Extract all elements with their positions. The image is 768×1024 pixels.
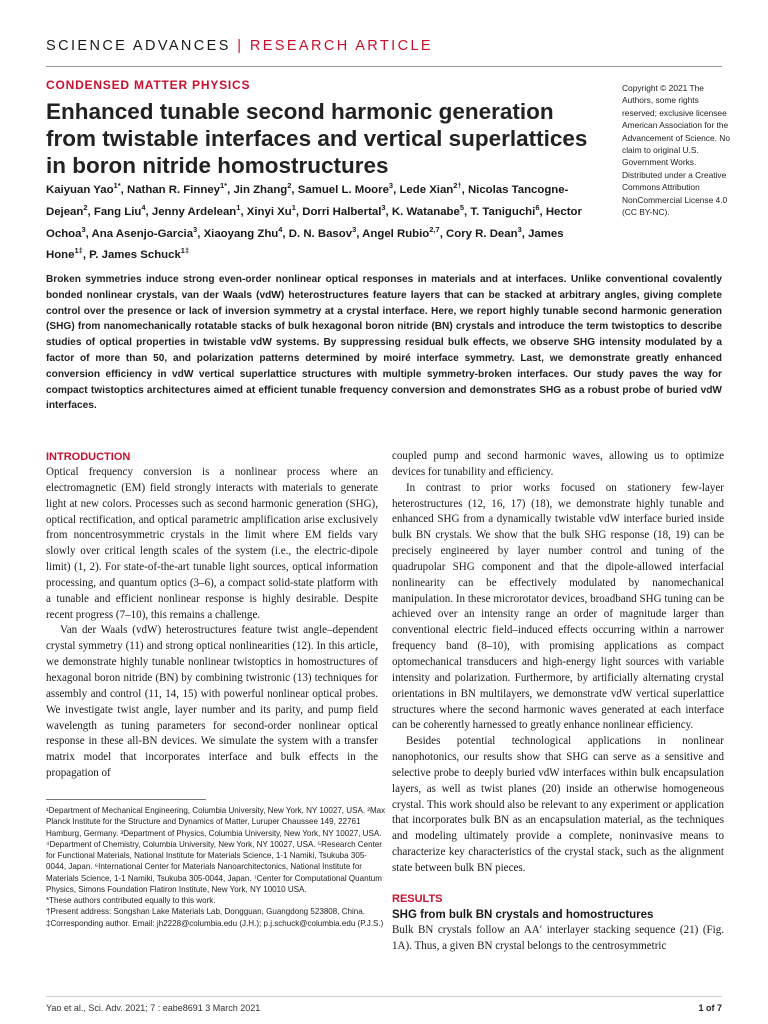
footer-rule [46,996,722,997]
paragraph: Bulk BN crystals follow an AA′ interlayer stacking sequence (21) (Fig. 1A). Thus, a given BN crystal belongs to the centrosymmetric [392,923,724,952]
corresponding-author-note: ‡Corresponding author. Email: jh2228@columbia.edu (J.H.); p.j.schuck@columbia.edu (P.J.S.) [46,918,384,928]
author-name: Ana Asenjo-Garcia [91,227,194,240]
header-rule [46,66,722,67]
author-name: P. James Schuck [89,249,181,262]
footer-citation: Yao et al., Sci. Adv. 2021; 7 : eabe8691 3 March 2021 [46,1003,261,1013]
author-name: Fang Liu [93,205,142,218]
footnote-rule [46,799,206,800]
author-name: Nicolas Tancogne-Dejean [46,183,569,218]
author-affiliation-mark: 3 [388,181,394,190]
author-name: James Hone [46,227,564,262]
author-name: Kaiyuan Yao [46,183,114,196]
author-affiliation-mark: 3 [193,224,198,234]
author-affiliation-mark: 4 [141,202,146,212]
author-name: Jenny Ardelean [151,205,237,218]
author-affiliation-mark: 4 [278,224,283,234]
author-name: Hector Ochoa [46,205,582,240]
results-subheading: SHG from bulk BN crystals and homostructures [392,908,654,921]
section-label: CONDENSED MATTER PHYSICS [46,78,251,92]
author-name: Dorri Halbertal [302,205,382,218]
author-name: T. Taniguchi [470,205,536,218]
author-name: Cory R. Dean [446,227,518,240]
author-name: Jin Zhang [233,183,288,196]
author-affiliation-mark: 1* [113,181,121,190]
copyright-notice: Copyright © 2021 The Authors, some rights reserved; exclusive licensee American Association for the Advancement of Science. No claim to original U.S. Government Works. Distributed under a Creative Commons Attribution NonCommercial License 4.0 (CC BY-NC). [622,83,731,218]
author-affiliation-mark: 2 [287,181,292,190]
right-column [392,449,724,954]
article-type: RESEARCH ARTICLE [249,38,434,54]
equal-contribution-note: *These authors contributed equally to this work. [46,896,216,905]
author-affiliation-mark: 1‡ [180,246,190,256]
author-affiliation-mark: 2 [83,202,88,212]
paragraph: Van der Waals (vdW) heterostructures feature twist angle–dependent crystal symmetry (11) and strong optical nonlinearities (12). In this article, we demonstrate highly tunable nonlinear twistoptics in homostructures of hexagonal boron nitride (BN) by combining twistronic (13) techniques for assembly and control (11, 14, 15) with powerful nonlinear optical probes. We investigate twist angle, layer number and its parity, and pump field wavelength as tuning parameters for second-order nonlinear optical response in these all-BN devices. We simulate the system with a transfer matrix model that incorporates interface and bulk effects in the propagation of [46,624,378,780]
author-name: Lede Xian [399,183,454,196]
affiliations [46,805,386,929]
author-affiliation-mark: 3 [381,202,386,212]
author-name: D. N. Basov [288,227,353,240]
results-heading: RESULTS [392,892,443,905]
author-affiliation-mark: 1* [220,181,228,190]
journal-header [46,38,433,54]
author-affiliation-mark: 2,7 [429,224,440,234]
author-name: K. Watanabe [391,205,460,218]
author-affiliation-mark: 3 [352,224,357,234]
author-list: Kaiyuan Yao$^{1*}$, Nathan R. Finney$^{1*}$, Jin Zhang$^2$, Samuel L. Moore$^3$, Lede Xian$^{2\dagger}$, Nicolas Tancogne-Dejean$^2$, Fang Liu$^4$, Jenny Ardelean$^1$, Xinyi Xu$^1$, Dorri Halbertal$^3$, K. Watanabe$^5$, T. Taniguchi$^6$, Hector Ochoa$^3$, Ana Asenjo-Garcia$^3$, Xiaoyang Zhu$^4$, D. N. Basov$^3$, Angel Rubio$^{2,7}$, Cory R. Dean$^3$, James Hone$^{1\ddagger}$, P. James Schuck$^{1\ddagger}$ [46,181,582,262]
author-name: Samuel L. Moore [297,183,389,196]
author-name: Nathan R. Finney [126,183,221,196]
author-affiliation-mark: 1 [236,202,241,212]
affiliation-text: ¹Department of Mechanical Engineering, Columbia University, New York, NY 10027, USA. ²Max Planck Institute for the Structure and Dynamics of Matter, Luruper Chaussee 149, 22761 Hamburg, Germany. ³Department of Physics, Columbia University, New York, NY 10027, USA. ⁴Department of Chemistry, Columbia University, New York, NY 10027, USA. ⁵Research Center for Functional Materials, National Institute for Materials Science, 1-1 Namiki, Tsukuba 305-0044, Japan. ⁶International Center for Materials Nanoarchitectonics, National Institute for Materials Science, 1-1 Namiki, Tsukuba 305-0044, Japan. ⁷Center for Computational Quantum Physics, Simons Foundation Flatiron Institute, New York, NY 10010 USA. [46,806,386,894]
author-affiliation-mark: 1‡ [74,246,83,256]
author-affiliation-mark: 1 [291,202,296,212]
author-affiliation-mark: 3 [517,224,522,234]
paragraph: Besides potential technological applications in nonlinear nanophotonics, our results show that SHG can serve as a sensitive and selective probe to deeply buried vdW interfaces within bulk encapsulation layers, as well as twist planes (20) inside an otherwise homogeneous crystal. This work should also be relevant to any experiment or application that incorporates bulk BN as an encapsulation material, as the techniques and modeling ultimately provide a complete, noninvasive means to characterize key characteristics of the crystal stack, such as the alignment state between bulk BN pieces. [392,735,724,874]
paragraph: In contrast to prior works focused on stationery few-layer heterostructures (12, 16, 17) (18), we demonstrate highly tunable and enhanced SHG from a dynamically twistable vdW interface buried inside bulk BN crystals. We show that the bulk SHG response (18, 19) can be precisely engineered by layer number control and tuning of the quadrupolar SHG component and that the dipole-allowed interfacial nonlinearity can be effectively modulated by nanomechanical manipulation. In these microrotator devices, broadband SHG tuning can be achieved over an intensity range an order of magnitude larger than conventional electric field–induced effects occurring within a narrower frequency band (8–10), with promising applications as compact optomechanical transducers and high-energy light sources with variable intensity and polarization. Furthermore, by artificially alternating crystal orientations in BN multilayers, we demonstrate vdW vertical superlattice structures where the second harmonic waves generated at each interface can be coherently harnessed to greatly enhance nonlinear efficiency. [392,481,724,732]
paragraph: coupled pump and second harmonic waves, allowing us to optimize devices for tunability and efficiency. [392,450,724,478]
author-name: Xiaoyang Zhu [203,227,279,240]
author-name: Angel Rubio [362,227,430,240]
abstract: Broken symmetries induce strong even-order nonlinear optical responses in materials and at interfaces. Unlike conventional covalently bonded nonlinear crystals, van der Waals (vdW) heterostructures feature layers that can be stacked at arbitrary angles, giving complete control over the presence or lack of inversion symmetry at a crystal interface. Here, we report highly tunable second harmonic generation (SHG) from nanomechanically rotatable stacks of bulk hexagonal boron nitride (BN) crystals and introduce the term twistoptics to describe studies of optical properties in twistable vdW systems. By suppressing residual bulk effects, we observe SHG intensity modulated by a factor of more than 50, and polarization patterns determined by moiré interface symmetry. Last, we demonstrate greatly enhanced conversion efficiency in vdW vertical superlattice structures with multiple symmetry-broken interfaces. Our study paves the way for compact twistoptics architectures aimed at efficient tunable frequency conversion and demonstrates SHG as a robust probe of buried vdW interfaces. [46,274,722,412]
introduction-heading: INTRODUCTION [46,451,131,463]
author-affiliation-mark: 3 [81,224,86,234]
page-number: 1 of 7 [698,1003,722,1013]
paragraph: Optical frequency conversion is a nonlinear process where an electromagnetic (EM) field strongly interacts with materials to generate light at new colors. Processes such as second harmonic generation (SHG), optical rectification, and optical parametric amplification arise exclusively from noncentrosymmetric crystals in the limit where EM fields vary slowly over critical length scales of the system (i.e., the electric-dipole limit) (1, 2). For state-of-the-art tunable light sources, optical information processing, and quantum optics (3–6), a compact solid-state platform with a tunable and efficient nonlinear response is highly desirable. Despite recent progress (7–10), this remains a challenge. [46,466,378,621]
article-title: Enhanced tunable second harmonic generation from twistable interfaces and vertical superlattices in boron nitride homostructures [46,99,588,178]
author-affiliation-mark: 2† [453,181,462,190]
journal-name: SCIENCE ADVANCES [46,38,231,54]
header-separator: | [237,38,244,54]
author-affiliation-mark: 5 [459,202,464,212]
author-affiliation-mark: 6 [535,202,540,212]
author-name: Xinyi Xu [246,205,292,218]
left-column [46,449,378,782]
present-address-note: †Present address: Songshan Lake Materials Lab, Dongguan, Guangdong 523808, China. [46,907,365,917]
